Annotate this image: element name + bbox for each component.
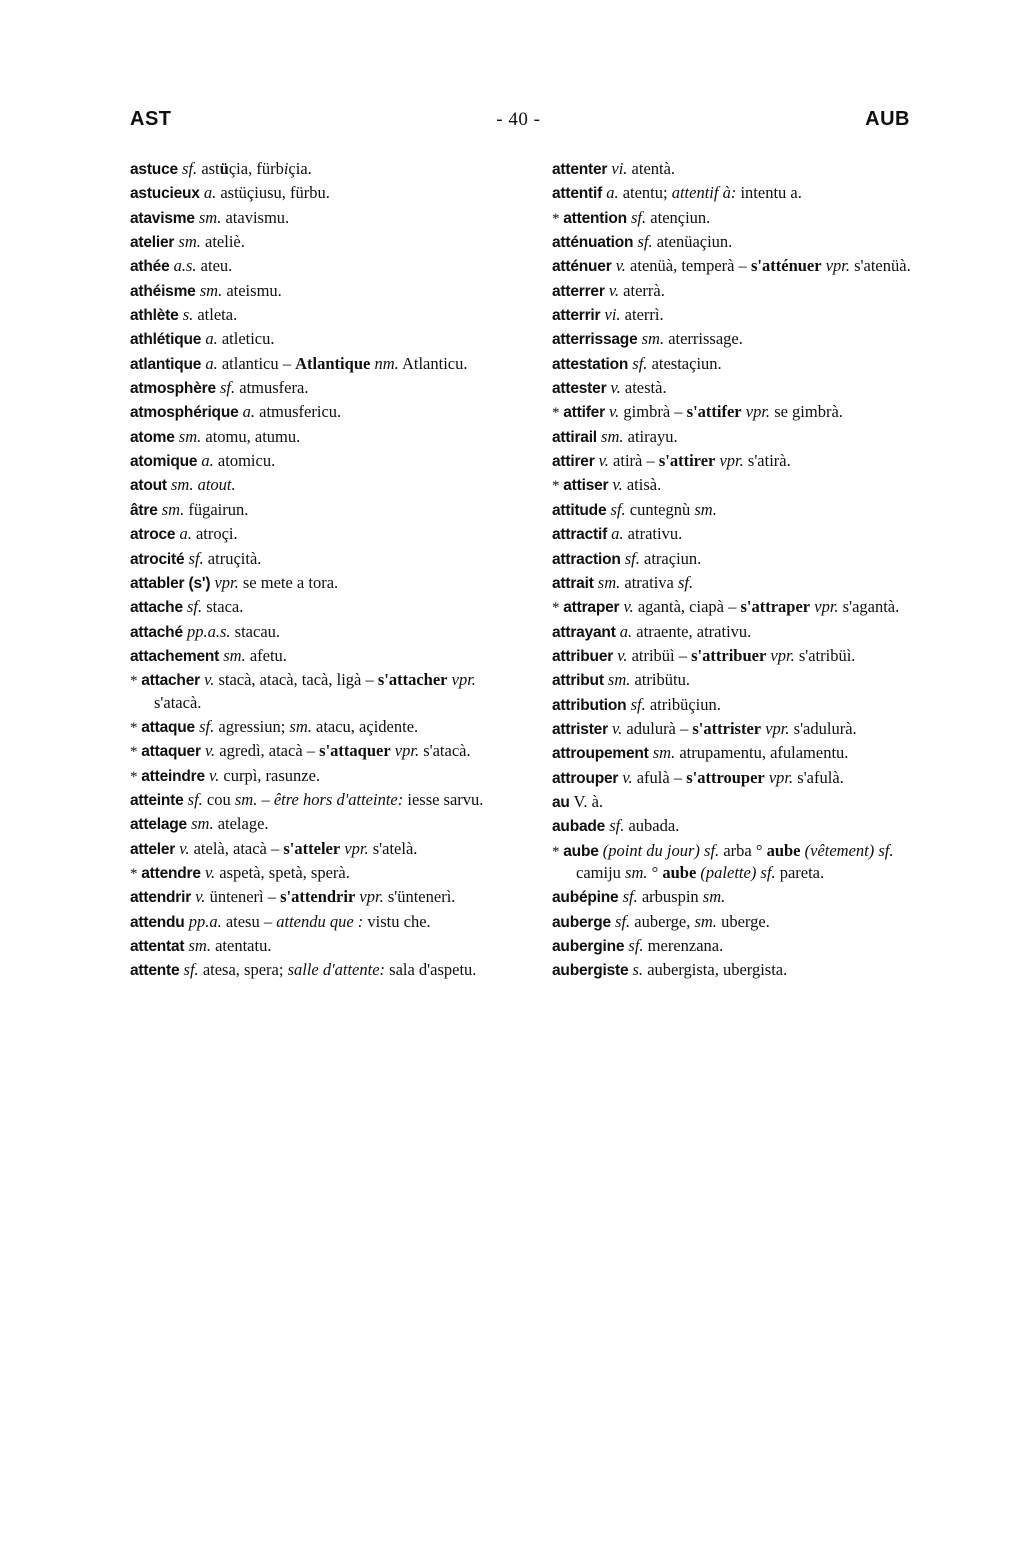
entry-body: sf. atençiun. [631, 207, 711, 227]
asterisk-marker: * [552, 478, 564, 495]
asterisk-marker: * [130, 768, 142, 785]
dictionary-entry [130, 207, 498, 229]
dictionary-entry [130, 669, 498, 714]
entry-body: sf. merenzana. [628, 936, 724, 955]
headword: atterrir [552, 307, 601, 325]
dictionary-entry [130, 450, 498, 472]
dictionary-entry [552, 450, 920, 472]
entry-body: v. curpì, rasunze. [209, 765, 321, 785]
headword: atrocité [130, 550, 185, 568]
headword: attractif [552, 526, 608, 544]
header-right-guideword: AUB [865, 108, 910, 130]
entry-body: (point du jour) sf. arba ° aube (vêtement) sf. camiju sm. ° aube (palette) sf. pareta. [576, 840, 894, 882]
headword: attribution [552, 696, 627, 714]
entry-body: sm. atrupamentu, afulamentu. [652, 743, 849, 763]
headword: attrister [552, 720, 608, 738]
headword: attaque [141, 718, 195, 736]
entry-body: sf. atmusfera. [220, 378, 309, 398]
entry-body: sm. ateismu. [199, 280, 282, 300]
headword: attester [552, 380, 607, 398]
headword: attention [563, 209, 627, 227]
entry-body: sm. ateliè. [178, 232, 245, 252]
entry-body: sm. atirayu. [601, 426, 678, 446]
entry-body: a. astüçiusu, fürbu. [203, 183, 330, 203]
dictionary-entry [130, 426, 498, 448]
entry-body: v. gimbrà – s'attifer vpr. se gimbrà. [609, 402, 843, 422]
dictionary-entry [552, 959, 920, 981]
columns-container [130, 158, 920, 984]
headword: au [552, 793, 570, 811]
entry-body: sf. auberge, sm. uberge. [615, 911, 770, 931]
dictionary-entry [552, 548, 920, 570]
entry-body: a. atmusfericu. [242, 402, 342, 422]
dictionary-entry [130, 158, 498, 180]
entry-body: sf. atruçità. [188, 548, 262, 568]
headword: attribuer [552, 647, 614, 665]
headword: atomique [130, 453, 198, 471]
dictionary-entry [552, 353, 920, 375]
dictionary-entry [130, 959, 498, 981]
headword: attendre [141, 864, 201, 882]
dictionary-entry [130, 838, 498, 860]
headword: athée [130, 258, 170, 276]
dictionary-entry [552, 499, 920, 521]
dictionary-entry [130, 645, 498, 667]
entry-body: sf. atribüçiun. [630, 694, 721, 714]
headword: aubépine [552, 889, 619, 907]
dictionary-entry [552, 572, 920, 594]
dictionary-entry [552, 840, 920, 885]
headword: atelier [130, 234, 175, 252]
asterisk-marker: * [552, 405, 564, 422]
headword: attendu [130, 913, 185, 931]
entry-body: v. agredì, atacà – s'attaquer vpr. s'atacà. [204, 741, 471, 761]
entry-body: sf. cuntegnù sm. [610, 499, 717, 519]
entry-body: sm. aterrissage. [641, 329, 743, 349]
entry-body: v. adulurà – s'attrister vpr. s'adulurà. [612, 718, 857, 738]
entry-body: sm. atout. [171, 475, 236, 495]
dictionary-entry [130, 621, 498, 643]
entry-body: a. atentu; attentif à: intentu a. [606, 183, 802, 203]
entry-body: a. atrativu. [611, 524, 683, 544]
dictionary-entry [552, 767, 920, 789]
entry-body: sf. cou sm. – être hors d'atteinte: iesse sarvu. [187, 789, 484, 809]
headword: atroce [130, 526, 176, 544]
header-left-guideword: AST [130, 108, 172, 130]
dictionary-entry [130, 304, 498, 326]
headword: attroupement [552, 745, 649, 763]
dictionary-entry [552, 158, 920, 180]
dictionary-entry [130, 886, 498, 908]
column-right [552, 158, 920, 984]
headword: attirer [552, 453, 595, 471]
headword: atténuation [552, 234, 634, 252]
entry-body: a. atleticu. [205, 329, 275, 349]
entry-body: V. à. [573, 791, 604, 811]
entry-body: sm. atentatu. [188, 936, 272, 955]
headword: atteler [130, 840, 176, 858]
dictionary-entry [130, 911, 498, 933]
entry-body: v. aterrà. [608, 280, 665, 300]
headword: attenter [552, 161, 608, 178]
entry-body: pp.a. atesu – attendu que : vistu che. [188, 911, 431, 931]
dictionary-entry [552, 280, 920, 302]
dictionary-entry [552, 231, 920, 253]
headword: attaquer [141, 743, 201, 761]
asterisk-marker: * [552, 843, 564, 860]
dictionary-entry [130, 474, 498, 496]
entry-body: s. atleta. [182, 305, 238, 325]
dictionary-entry [552, 935, 920, 957]
headword: atténuer [552, 258, 612, 276]
entry-body: v. aspetà, spetà, sperà. [204, 862, 350, 882]
headword: aubade [552, 818, 606, 836]
entry-body: a. atomicu. [201, 451, 276, 471]
headword: attraper [563, 599, 620, 617]
dictionary-entry [552, 742, 920, 764]
headword: atome [130, 428, 175, 446]
headword: aubergiste [552, 962, 629, 980]
headword: attestation [552, 355, 629, 373]
headword: attrayant [552, 623, 616, 641]
entry-body: v. atenüà, temperà – s'atténuer vpr. s'atenüà. [615, 256, 911, 276]
headword: aubergine [552, 938, 625, 955]
entry-body: sf. aubada. [609, 816, 680, 836]
column-left [130, 158, 498, 984]
dictionary-entry [552, 669, 920, 691]
dictionary-entry [552, 426, 920, 448]
headword: âtre [130, 501, 158, 519]
headword: attirail [552, 428, 597, 446]
entry-body: v. stacà, atacà, tacà, ligà – s'attacher vpr. s'atacà. [154, 670, 476, 712]
dictionary-entry [130, 813, 498, 835]
headword: athlétique [130, 331, 202, 349]
entry-body: sf. atenüaçiun. [637, 232, 733, 252]
headword: astuce [130, 161, 178, 178]
dictionary-entry [552, 694, 920, 716]
dictionary-entry [130, 377, 498, 399]
asterisk-marker: * [130, 865, 142, 882]
dictionary-entry [130, 935, 498, 957]
entry-body: sm. atribütu. [607, 670, 690, 690]
entry-body: v. atestà. [610, 378, 667, 398]
entry-body: a. atraente, atrativu. [619, 621, 752, 641]
dictionary-entry [130, 353, 498, 375]
dictionary-entry [552, 474, 920, 496]
entry-body: sf. astüçia, fürbiçia. [182, 159, 312, 178]
dictionary-entry [130, 328, 498, 350]
dictionary-entry [130, 572, 498, 594]
dictionary-entry [130, 231, 498, 253]
dictionary-entry [552, 182, 920, 204]
entry-body: sf. arbuspin sm. [622, 887, 726, 907]
dictionary-entry [130, 255, 498, 277]
headword: atteinte [130, 791, 184, 809]
entry-body: v. atelà, atacà – s'atteler vpr. s'atelà. [179, 838, 418, 858]
dictionary-entry [552, 815, 920, 837]
headword: attraction [552, 550, 621, 568]
dictionary-entry [552, 401, 920, 423]
dictionary-entry [552, 718, 920, 740]
headword: attaché [130, 623, 183, 641]
headword: atterrer [552, 282, 605, 300]
headword: atmosphère [130, 380, 216, 398]
entry-body: sf. atesa, spera; salle d'attente: sala d'aspetu. [183, 960, 477, 980]
entry-body: a. atroçi. [179, 524, 238, 544]
headword: attache [130, 599, 183, 617]
headword: attendrir [130, 889, 192, 907]
entry-body: v. afulà – s'attrouper vpr. s'afulà. [622, 767, 844, 787]
headword: attrouper [552, 769, 619, 787]
asterisk-marker: * [552, 210, 564, 227]
entry-body: vi. aterrì. [604, 305, 664, 325]
headword: attelage [130, 816, 187, 834]
entry-body: sf. agressiun; sm. atacu, açidente. [199, 716, 419, 736]
dictionary-entry [130, 182, 498, 204]
entry-body: sm. fügairun. [161, 499, 249, 519]
entry-body: v. atisà. [612, 475, 662, 495]
headword: athlète [130, 307, 179, 325]
dictionary-entry [552, 304, 920, 326]
dictionary-entry [130, 716, 498, 738]
dictionary-entry [552, 207, 920, 229]
dictionary-entry [552, 377, 920, 399]
dictionary-entry [130, 789, 498, 811]
dictionary-entry [130, 862, 498, 884]
entry-body: sm. afetu. [223, 645, 287, 665]
headword: attiser [563, 477, 609, 495]
entry-body: s. aubergista, ubergista. [632, 960, 788, 980]
entry-body: sm. atrativa sf. [597, 572, 694, 592]
dictionary-entry [552, 911, 920, 933]
entry-body: a. atlanticu – Atlantique nm. Atlanticu. [205, 353, 468, 373]
entry-body: sf. staca. [187, 597, 244, 617]
dictionary-entry [552, 523, 920, 545]
headword: attribut [552, 672, 604, 690]
entry-body: sm. atomu, atumu. [178, 426, 301, 446]
asterisk-marker: * [552, 600, 564, 617]
dictionary-entry [552, 621, 920, 643]
dictionary-entry [130, 740, 498, 762]
dictionary-entry [130, 401, 498, 423]
headword: astucieux [130, 185, 200, 203]
entry-body: v. agantà, ciapà – s'attraper vpr. s'agantà. [623, 597, 900, 617]
headword: attente [130, 962, 180, 980]
dictionary-entry [552, 596, 920, 618]
headword: athéisme [130, 282, 196, 300]
headword: aube [563, 842, 599, 860]
headword: auberge [552, 913, 611, 931]
asterisk-marker: * [130, 719, 142, 736]
entry-body: v. üntenerì – s'attendrir vpr. s'üntenerì. [195, 887, 456, 907]
headword: attrait [552, 574, 594, 592]
page-header [130, 108, 910, 131]
entry-body: sm. atavismu. [198, 207, 290, 227]
dictionary-entry [130, 765, 498, 787]
headword: atlantique [130, 355, 202, 373]
entry-body: sf. atraçiun. [624, 548, 702, 568]
entry-body: pp.a.s. stacau. [187, 621, 281, 641]
entry-body: vpr. se mete a tora. [214, 572, 339, 592]
entry-body: sm. atelage. [191, 814, 269, 834]
headword: atterrissage [552, 331, 638, 349]
page-number: - 40 - [496, 109, 541, 130]
dictionary-entry [552, 791, 920, 813]
dictionary-entry [552, 886, 920, 908]
entry-body: v. atirà – s'attirer vpr. s'atirà. [598, 451, 791, 471]
entry-body: vi. atentà. [611, 159, 676, 178]
asterisk-marker: * [130, 673, 142, 690]
entry-body: sf. atestaçiun. [632, 353, 722, 373]
dictionary-entry [130, 499, 498, 521]
entry-body: a.s. ateu. [173, 256, 233, 276]
entry-body: v. atribüì – s'attribuer vpr. s'atribüì. [617, 645, 856, 665]
dictionary-entry [130, 548, 498, 570]
dictionary-entry [130, 523, 498, 545]
asterisk-marker: * [130, 744, 142, 761]
dictionary-entry [552, 255, 920, 277]
headword: atmosphérique [130, 404, 239, 422]
dictionary-entry [552, 328, 920, 350]
headword: attitude [552, 501, 607, 519]
dictionary-entry [130, 280, 498, 302]
headword: attabler (s') [130, 574, 211, 592]
dictionary-entry [552, 645, 920, 667]
headword: atout [130, 477, 167, 495]
headword: attachement [130, 647, 220, 665]
headword: atavisme [130, 209, 195, 227]
headword: atteindre [141, 767, 205, 785]
dictionary-entry [130, 596, 498, 618]
headword: attentat [130, 938, 185, 955]
headword: attifer [563, 404, 605, 422]
headword: attacher [141, 672, 200, 690]
headword: attentif [552, 185, 603, 203]
